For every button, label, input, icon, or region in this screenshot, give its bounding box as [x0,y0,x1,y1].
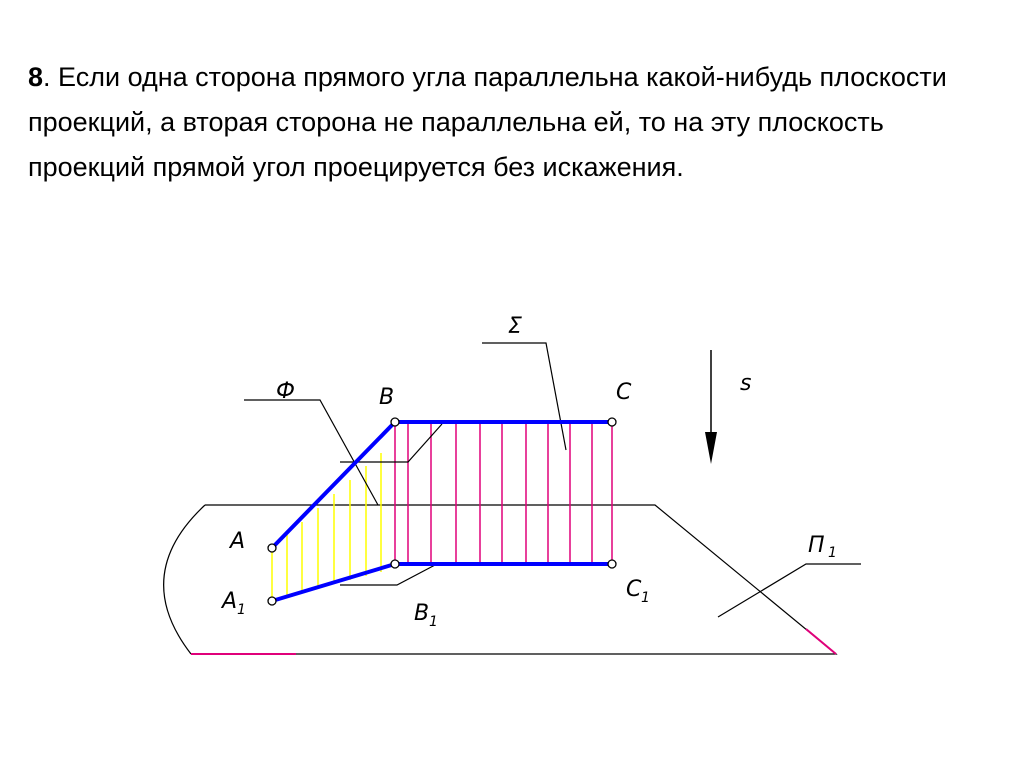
point-B [391,418,399,426]
plane-curved-edge [164,505,205,654]
point-B1 [391,560,399,568]
label-B1: B [414,601,430,626]
plane-leader [718,564,861,617]
label-phi: Ф [276,379,295,404]
label-sigma: Σ [508,314,522,339]
phi-leader [244,400,378,505]
point-A1 [268,597,276,605]
label-C: C [616,380,632,405]
label-direction: s [740,371,752,396]
statement-number: 8 [28,62,44,92]
label-B: B [379,385,395,410]
plane-edge-accent-right [806,629,836,654]
statement-body: . Если одна сторона прямого угла параллельна какой-нибудь плоскости проекций, а вторая сторона не параллельна ей, то на эту плоскость проекций прямой угол проецируется без искажения. [28,62,947,182]
phi-projectors [272,453,381,601]
points [268,418,616,605]
b-leader [340,424,442,462]
projection-angle [272,564,612,601]
label-B1-sub: 1 [429,614,438,630]
label-plane-sub: 1 [828,545,837,561]
label-A1-sub: 1 [237,602,246,618]
point-C [608,418,616,426]
label-C1: C [626,577,642,602]
sigma-leader [482,343,566,450]
sigma-projectors [395,422,612,564]
projection-plane [164,505,836,654]
direction-arrow [705,350,717,464]
label-A: A [230,529,246,554]
label-A1: A [222,589,238,614]
right-angle [272,422,612,548]
point-C1 [608,560,616,568]
label-plane: П [808,533,825,558]
point-A [268,544,276,552]
label-C1-sub: 1 [641,590,650,606]
